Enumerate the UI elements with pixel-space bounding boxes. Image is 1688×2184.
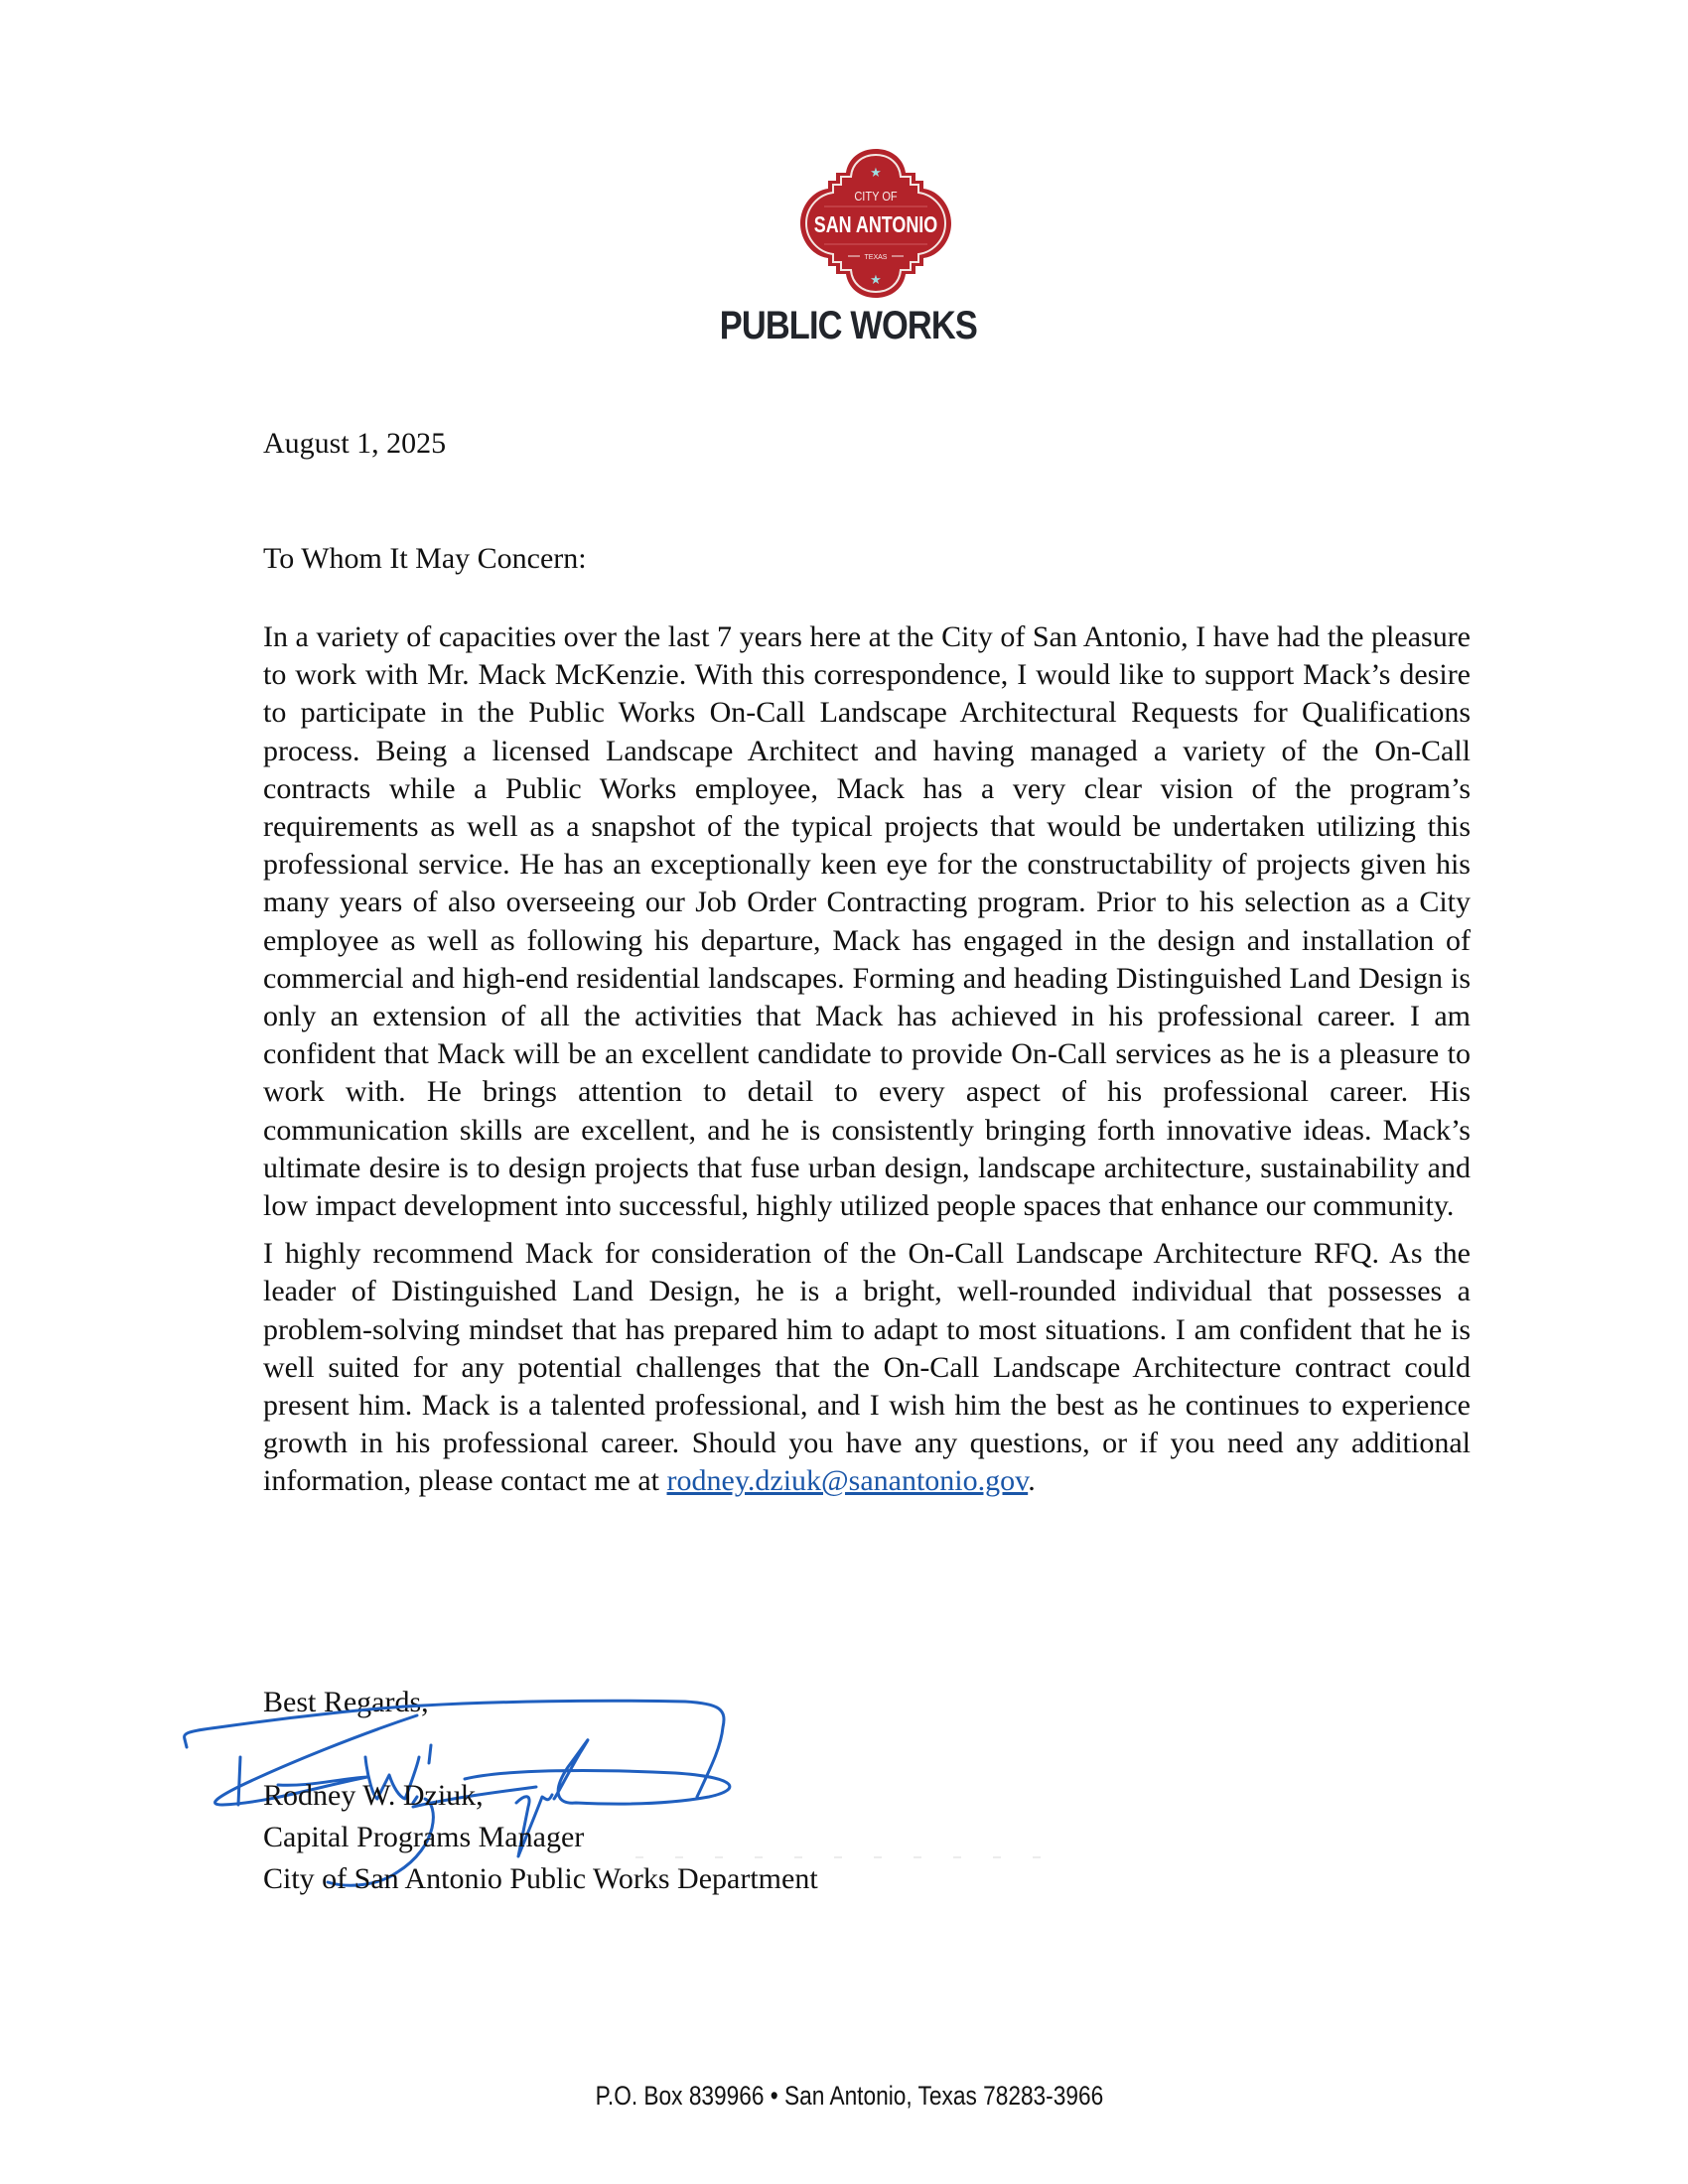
contact-email-link[interactable]: rodney.dziuk@sanantonio.gov [666, 1464, 1029, 1498]
department-name: PUBLIC WORKS [719, 304, 977, 347]
signer-title: Capital Programs Manager [263, 1821, 585, 1853]
signer-name: Rodney W. Dziuk, [263, 1779, 484, 1812]
salutation: To Whom It May Concern: [263, 542, 587, 575]
letter-body [263, 618, 1471, 1501]
svg-text:CITY OF: CITY OF [854, 189, 898, 205]
city-of-san-antonio-emblem [796, 145, 955, 302]
closing: Best Regards, [263, 1686, 429, 1718]
letterhead [0, 0, 1688, 357]
star-icon: ★ [870, 166, 882, 181]
paragraph-2-text: I highly recommend Mack for consideration of the On-Call Landscape Architecture RFQ. As the leader of Distinguished Land Design, he is a bright, well-rounded individual that possesses a problem-solving mindset that has prepared him to adapt to most situations. I am confident that he is well suited for any potential challenges that the On-Call Landscape Architecture contract could present him. Mack is a talented professional, and I wish him the best as he continues to experience growth in his professional career. Should you have any questions, or if you need any additional information, please contact me at [263, 1237, 1471, 1498]
scan-artifact [635, 1856, 1053, 1858]
letter-date: August 1, 2025 [263, 427, 447, 460]
paragraph-2 [263, 1235, 1471, 1500]
signer-department: City of San Antonio Public Works Department [263, 1862, 818, 1895]
paragraph-1: In a variety of capacities over the last 7 years here at the City of San Antonio, I have had the pleasure to work with Mr. Mack McKenzie. With this correspondence, I would like to support Mack’s desire to participate in the Public Works On-Call Landscape Architectural Requests for Qualifications process. Being a licensed Landscape Architect and having managed a variety of the On-Call contracts while a Public Works employee, Mack has a very clear vision of the program’s requirements as well as a snapshot of the typical projects that would be undertaken utilizing this professional service. He has an exceptionally keen eye for the constructability of projects given his many years of also overseeing our Job Order Contracting program. Prior to his selection as a City employee as well as following his departure, Mack has engaged in the design and installation of commercial and high-end residential landscapes. Forming and heading Distinguished Land Design is only an extension of all the activities that Mack has achieved in his professional career. I am confident that Mack will be an excellent candidate to provide On-Call services as he is a pleasure to work with. He brings attention to detail to every aspect of his professional career. His communication skills are excellent, and he is consistently bringing forth innovative ideas. Mack’s ultimate desire is to design projects that fuse urban design, landscape architecture, sustainability and low impact development into successful, highly utilized people spaces that enhance our community. [263, 620, 1471, 1223]
star-icon: ★ [870, 273, 882, 288]
svg-text:TEXAS: TEXAS [864, 254, 888, 261]
footer-address: P.O. Box 839966 • San Antonio, Texas 78283-3966 [595, 2081, 1104, 2111]
email-trailing-period: . [1028, 1464, 1036, 1498]
svg-text:SAN ANTONIO: SAN ANTONIO [813, 211, 938, 238]
